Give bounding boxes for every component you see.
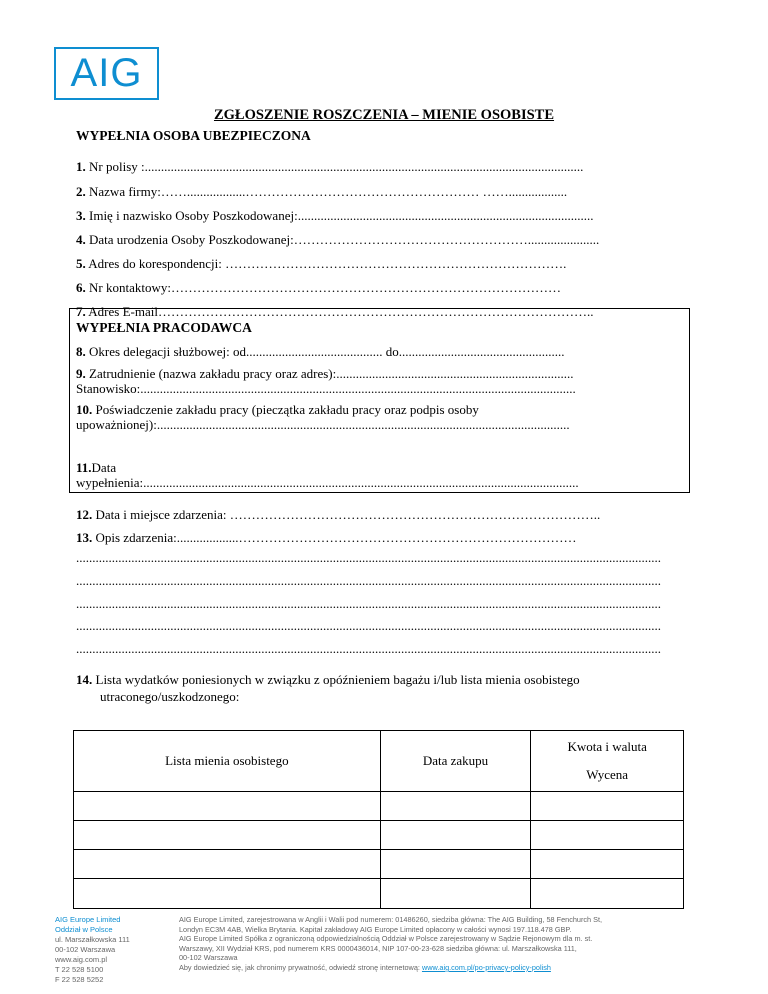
field-employer-certification[interactable] [76,402,479,418]
table-cell[interactable] [531,879,684,909]
field-birth-date[interactable] [76,232,599,248]
field-company-name[interactable] [76,184,567,200]
table-cell[interactable] [380,850,531,879]
field-correspondence-address[interactable] [76,256,566,272]
page-title: ZGŁOSZENIE ROSZCZENIA – MIENIE OSOBISTE [213,107,555,123]
field-contact-number[interactable] [76,280,561,296]
field-fill: ……………………………………………………………………. [225,256,567,271]
footer-company-name: AIG Europe Limited [55,915,121,924]
field-fill: ...................…………………………………………………………………… [176,530,577,545]
employer-heading: WYPEŁNIA PRACODAWCA [76,320,252,335]
table-row [74,821,684,850]
table-row [74,850,684,879]
description-line[interactable]: .................................................................................................................................................................................... [76,550,661,565]
field-label: Okres delegacji służbowej: od.......................................... do................................................... [89,344,565,359]
field-label: Adres E-mail [88,304,158,319]
table-cell[interactable] [531,850,684,879]
field-fill: ………………………………………………...................... [293,232,600,247]
field-label: Poświadczenie zakładu pracy (pieczątka zakładu pracy oraz podpis osoby [95,402,479,417]
field-number: 8. [76,344,86,359]
table-header-row [74,731,684,792]
field-event-description[interactable] [76,530,576,546]
field-number: 7. [76,304,86,319]
column-header-items: Lista mienia osobistego [74,731,381,792]
footer-street: ul. Marszałkowska 111 [55,935,130,944]
table-cell[interactable] [74,792,381,821]
field-label: Zatrudnienie (nazwa zakładu pracy oraz adres):......................................................................... [89,366,574,381]
field-completion-date[interactable]: wypełnienia:...................................................................................................................................... [76,475,579,490]
table-row [74,792,684,821]
field-number: 14. [76,672,93,687]
field-number: 2. [76,184,86,199]
table-cell[interactable] [531,792,684,821]
table-cell[interactable] [74,879,381,909]
field-label: Nr kontaktowy: [89,280,171,295]
table-cell[interactable] [380,879,531,909]
description-line[interactable]: .................................................................................................................................................................................... [76,641,661,656]
field-number: 4. [76,232,86,247]
footer-legal-line: Londyn EC3M 4AB, Wielka Brytania. Kapitał zakładowy AIG Europe Limited opłacony w całości wynosi 197.118.478 GBP. [179,924,572,934]
field-completion-date-label [76,460,116,476]
field-fill: ........................................................................................... [297,208,594,223]
field-number: 5. [76,256,86,271]
field-policy-number[interactable] [76,159,583,175]
footer-legal-line: Warszawy, XII Wydział KRS, pod numerem KRS 0000436014, NIP 107-00-23-628 siedziba główna: ul. Marszałkowska 111, [179,943,577,953]
field-label: Adres do korespondencji: [88,256,226,271]
field-number: 1. [76,159,86,174]
aig-logo: AIG [54,47,159,100]
field-fill: ……………………………………………………………………………………….. [157,304,594,319]
footer-company-contact [55,915,130,985]
field-fill: ……………………………………………………………………………… [170,280,561,295]
field-label: Opis zdarzenia: [95,530,177,545]
field-label: Data [91,460,117,475]
table-cell[interactable] [380,821,531,850]
field-number: 13. [76,530,93,545]
footer-privacy-text: Aby dowiedzieć się, jak chronimy prywatność, odwiedź stronę internetową: [179,962,422,972]
footer-website: www.aig.com.pl [55,955,108,964]
field-employment[interactable] [76,366,573,382]
field-position[interactable]: Stanowisko:...................................................................................................................................... [76,381,576,396]
description-line[interactable]: .................................................................................................................................................................................... [76,573,661,588]
field-expenses-list-heading [76,672,580,688]
field-label: Imię i nazwisko Osoby Poszkodowanej: [89,208,298,223]
table-cell[interactable] [74,850,381,879]
footer-legal-line: AIG Europe Limited Spółka z ograniczoną odpowiedzialnością Oddział w Polsce zarejestrowany w Sądzie Rejonowym dla m. st. [179,934,593,944]
privacy-policy-link[interactable]: www.aig.com.pl/po-privacy-policy-polish [421,962,551,972]
field-number: 11. [76,460,92,475]
field-label: Data i miejsce zdarzenia: [95,507,230,522]
personal-property-table [73,730,684,909]
footer-fax: F 22 528 5252 [55,975,104,984]
column-header-purchase-date: Data zakupu [380,731,531,792]
field-fill: ………………………………………………………………………….. [229,507,601,522]
table-cell[interactable] [531,821,684,850]
section-insured-heading: WYPEŁNIA OSOBA UBEZPIECZONA [76,128,311,143]
footer-city: 00-102 Warszawa [55,945,116,954]
footer-legal-line: AIG Europe Limited, zarejestrowana w Anglii i Walii pod numerem: 01486260, siedziba główna: The AIG Building, 58 Fenchurch St, [179,915,603,924]
field-event-date-place[interactable] [76,507,600,523]
footer-legal-line: 00-102 Warszawa [179,953,238,963]
field-number: 12. [76,507,93,522]
table-cell[interactable] [74,821,381,850]
field-expenses-list-heading-cont: utraconego/uszkodzonego: [100,689,240,704]
field-label: Nazwa firmy: [89,184,161,199]
field-number: 10. [76,402,93,417]
footer-legal-text [179,915,602,973]
table-cell[interactable] [380,792,531,821]
field-number: 9. [76,366,86,381]
field-label: Lista wydatków poniesionych w związku z opóźnieniem bagażu i/lub lista mienia osobistego [95,672,580,687]
field-authorized-person[interactable]: upoważnionej):............................................................................................................................... [76,417,570,432]
field-injured-name[interactable] [76,208,593,224]
footer-privacy-line [179,963,602,973]
field-delegation-period[interactable] [76,344,565,360]
field-number: 3. [76,208,86,223]
column-header-amount: Kwota i waluta Wycena [531,731,684,792]
table-row [74,879,684,909]
field-label: Data urodzenia Osoby Poszkodowanej: [89,232,294,247]
footer-phone: T 22 528 5100 [55,965,104,974]
field-number: 6. [76,280,86,295]
description-line[interactable]: .................................................................................................................................................................................... [76,596,661,611]
field-fill: ……..................……………………………………………… …….................. [160,184,568,199]
footer-branch-name: Oddział w Polsce [55,925,113,934]
description-line[interactable]: .................................................................................................................................................................................... [76,618,661,633]
field-fill: ....................................................................................................................................... [144,159,584,174]
field-label: Nr polisy : [89,159,145,174]
